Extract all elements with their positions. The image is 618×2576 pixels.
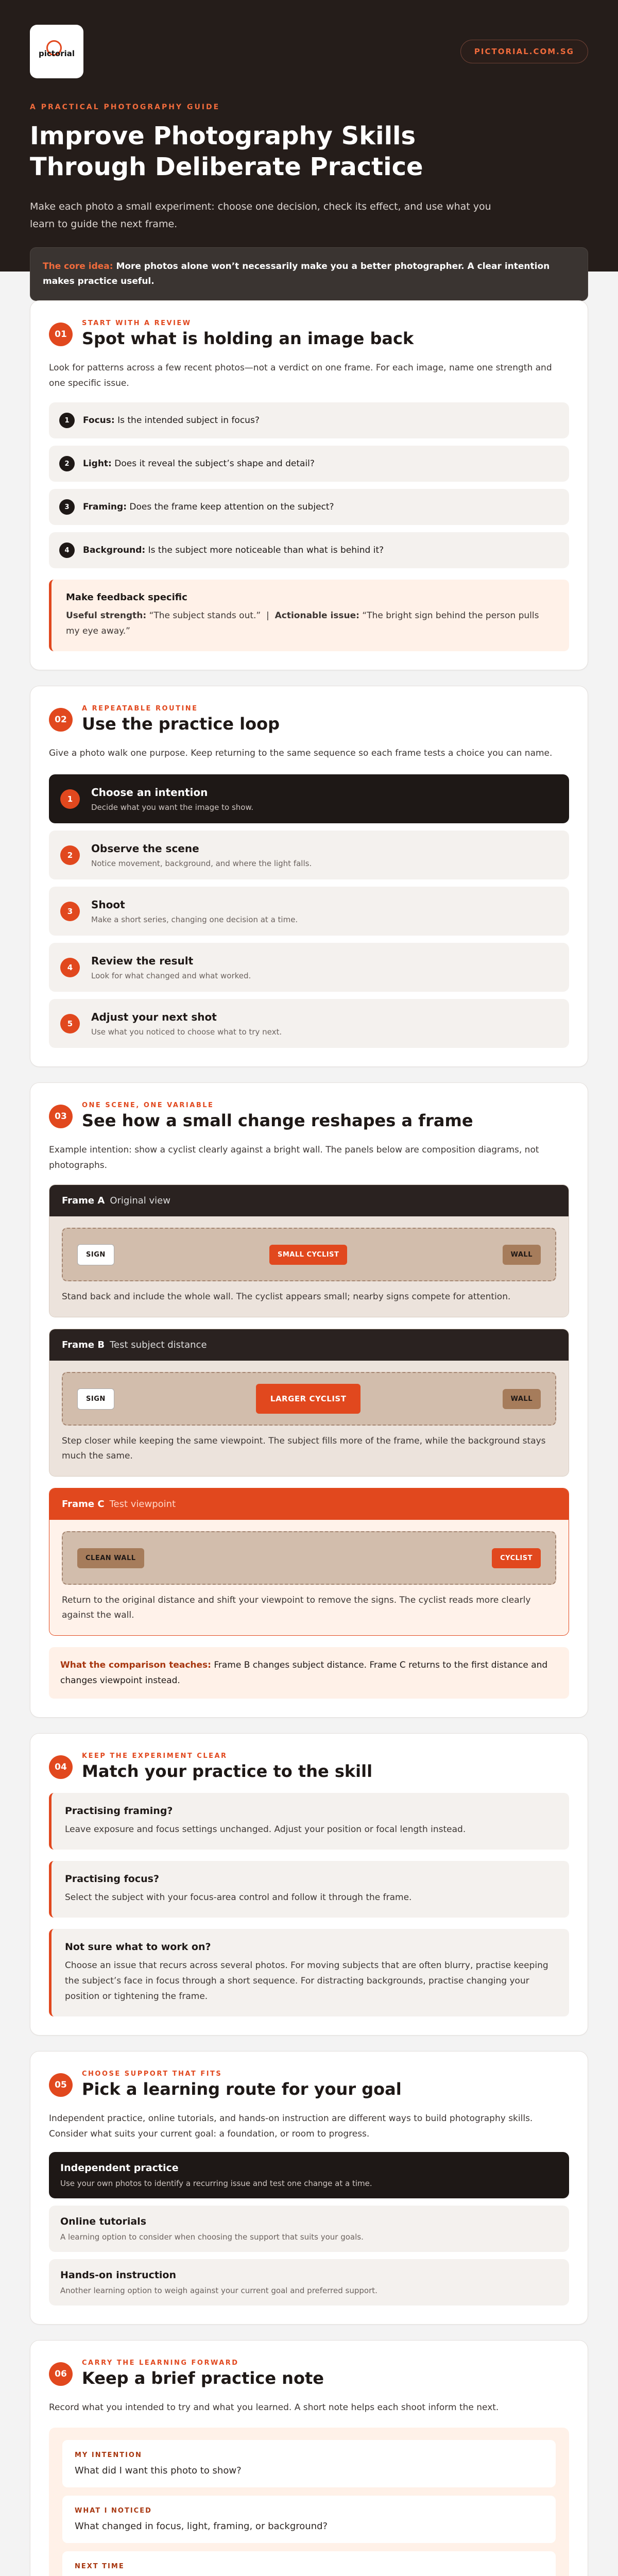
composition-diagram (62, 1228, 556, 1281)
section-number: 03 (49, 1105, 73, 1128)
step-title: Adjust your next shot (91, 1010, 217, 1023)
composition-diagram (62, 1372, 556, 1426)
section-intro: Example intention: show a cyclist clearly against a bright wall. The panels below are composition diagrams, not photographs. (49, 1145, 539, 1171)
core-idea-label: The core idea: (43, 261, 113, 272)
section-match-practice (30, 1733, 588, 2036)
review-checklist (49, 402, 569, 568)
step-choose-intention[interactable] (49, 774, 569, 823)
note-label: NEXT TIME (75, 2563, 125, 2570)
comparison-takeaway (49, 1647, 569, 1699)
step-desc: Look for what changed and what worked. (91, 971, 251, 980)
route-desc: Another learning option to weigh against your current goal and preferred support. (60, 2286, 377, 2295)
note-next-time[interactable] (62, 2551, 556, 2576)
item-label: Light: (83, 459, 112, 469)
step-number: 2 (60, 845, 80, 865)
frame-sub: Test subject distance (110, 1340, 207, 1350)
frame-header (49, 1185, 569, 1216)
main-content (0, 272, 618, 2576)
sign-tag: SIGN (77, 1388, 114, 1410)
issue-text: “The bright sign behind the person pulls my eye away.” (66, 611, 539, 636)
route-hands-on[interactable] (49, 2259, 569, 2306)
step-adjust[interactable] (49, 999, 569, 1048)
step-review[interactable] (49, 943, 569, 992)
section-frame-comparison (30, 1082, 588, 1718)
note-question: What changed in focus, light, framing, or background? (75, 2521, 328, 2532)
section-kicker: CHOOSE SUPPORT THAT FITS (82, 2070, 222, 2078)
core-idea-text: More photos alone won’t necessarily make you a better photographer. A clear intention makes practice useful. (43, 261, 550, 286)
frame-c-panel (49, 1488, 569, 1636)
item-label: Focus: (83, 415, 115, 426)
strength-label: Useful strength: (66, 611, 147, 621)
section-practice-note (30, 2340, 588, 2576)
route-desc: Use your own photos to identify a recurring issue and test one change at a time. (60, 2179, 372, 2188)
takeaway-text: Frame B changes subject distance. Frame C returns to the first distance and changes viewpoint instead. (60, 1660, 548, 1686)
step-number: 5 (60, 1014, 80, 1033)
advice-framing (49, 1793, 569, 1850)
section-kicker: CARRY THE LEARNING FORWARD (82, 2359, 239, 2367)
list-item (49, 489, 569, 525)
item-label: Background: (83, 545, 146, 555)
section-number: 04 (49, 1755, 73, 1779)
practice-note-form (49, 2428, 569, 2576)
route-title: Hands-on instruction (60, 2269, 177, 2281)
hero-eyebrow: A PRACTICAL PHOTOGRAPHY GUIDE (30, 103, 220, 111)
section-review (30, 300, 588, 670)
step-number: 3 (60, 902, 80, 921)
section-kicker: ONE SCENE, ONE VARIABLE (82, 1101, 214, 1109)
frame-sub: Test viewpoint (109, 1499, 176, 1510)
site-link[interactable]: PICTORIAL.COM.SG (460, 40, 588, 63)
wall-tag: WALL (503, 1389, 541, 1409)
frame-caption: Return to the original distance and shift your viewpoint to remove the signs. The cyclist reads more clearly against the wall. (62, 1595, 531, 1620)
page-title: Improve Photography Skills Through Deliberate Practice (30, 122, 423, 181)
advice-title: Practising framing? (65, 1805, 173, 1817)
section-number: 02 (49, 708, 73, 732)
step-desc: Decide what you want the image to show. (91, 802, 254, 812)
list-item (49, 402, 569, 438)
hero-lede: Make each photo a small experiment: choose one decision, check its effect, and use what you learn to guide the next frame. (30, 201, 491, 230)
advice-focus (49, 1861, 569, 1918)
strength-text: “The subject stands out.” (149, 611, 261, 621)
frame-header (49, 1488, 569, 1520)
step-title: Review the result (91, 954, 194, 967)
item-text: Does it reveal the subject’s shape and detail? (114, 459, 315, 469)
step-desc: Make a short series, changing one decision at a time. (91, 914, 298, 924)
section-title: Match your practice to the skill (82, 1761, 373, 1781)
item-text: Does the frame keep attention on the subject? (129, 502, 334, 512)
frame-sub: Original view (110, 1195, 170, 1206)
frame-b-panel (49, 1329, 569, 1477)
note-question: What did I want this photo to show? (75, 2465, 242, 2476)
step-number: 4 (60, 958, 80, 977)
section-kicker: START WITH A REVIEW (82, 319, 192, 327)
logo[interactable] (30, 25, 83, 78)
issue-label: Actionable issue: (274, 611, 359, 621)
takeaway-label: What the comparison teaches: (60, 1660, 211, 1670)
frame-name: Frame C (62, 1499, 105, 1510)
frame-caption: Stand back and include the whole wall. The cyclist appears small; nearby signs compete for attention. (62, 1292, 511, 1302)
list-item (49, 446, 569, 482)
cyclist-tag: LARGER CYCLIST (256, 1384, 361, 1414)
cyclist-tag: CYCLIST (492, 1548, 541, 1568)
item-number: 1 (59, 413, 75, 428)
step-observe[interactable] (49, 831, 569, 879)
wall-tag: WALL (503, 1245, 541, 1265)
wall-tag: CLEAN WALL (77, 1548, 144, 1568)
section-number: 06 (49, 2362, 73, 2386)
step-shoot[interactable] (49, 887, 569, 936)
section-number: 01 (49, 323, 73, 346)
advice-text: Select the subject with your focus-area control and follow it through the frame. (65, 1892, 412, 1903)
route-online-tutorials[interactable] (49, 2206, 569, 2252)
advice-text: Leave exposure and focus settings unchanged. Adjust your position or focal length instead. (65, 1824, 466, 1835)
section-number: 05 (49, 2073, 73, 2097)
section-title: Use the practice loop (82, 714, 280, 734)
section-kicker: KEEP THE EXPERIMENT CLEAR (82, 1752, 228, 1760)
item-number: 3 (59, 499, 75, 515)
section-intro: Look for patterns across a few recent photos—not a verdict on one frame. For each image, name one strength and one specific issue. (49, 363, 552, 388)
route-title: Online tutorials (60, 2216, 147, 2227)
cyclist-tag: SMALL CYCLIST (269, 1245, 347, 1265)
step-title: Choose an intention (91, 786, 208, 799)
frame-name: Frame A (62, 1195, 105, 1206)
frame-caption: Step closer while keeping the same viewpoint. The subject fills more of the frame, while the background stays much the same. (62, 1436, 546, 1461)
section-practice-loop (30, 686, 588, 1067)
step-title: Observe the scene (91, 842, 199, 855)
callout-title: Make feedback specific (66, 592, 187, 603)
item-text: Is the intended subject in focus? (117, 415, 260, 426)
item-number: 4 (59, 543, 75, 558)
section-intro: Independent practice, online tutorials, and hands-on instruction are different ways to build photography skills. Consider what suits your current goal: a foundation, or room to progress. (49, 2113, 533, 2139)
top-bar (30, 25, 588, 78)
note-label: WHAT I NOTICED (75, 2507, 152, 2515)
route-title: Independent practice (60, 2162, 179, 2174)
logo-text: pictorial (38, 49, 75, 58)
practice-steps (49, 774, 569, 1048)
section-kicker: A REPEATABLE ROUTINE (82, 705, 198, 713)
step-number: 1 (60, 789, 80, 809)
step-title: Shoot (91, 898, 125, 911)
composition-diagram (62, 1531, 556, 1585)
item-text: Is the subject more noticeable than what is behind it? (148, 545, 384, 555)
callout-body (66, 608, 555, 639)
advice-text: Choose an issue that recurs across several photos. For moving subjects that are often blurry, practise keeping the subject’s face in focus through a short sequence. For distracting backgrounds, practise changing your position or tightening the frame. (65, 1960, 548, 2002)
advice-title: Practising focus? (65, 1873, 159, 1885)
section-title: See how a small change reshapes a frame (82, 1111, 473, 1130)
section-title: Keep a brief practice note (82, 2368, 324, 2388)
advice-title: Not sure what to work on? (65, 1941, 211, 1953)
section-title: Spot what is holding an image back (82, 329, 414, 348)
feedback-callout (49, 580, 569, 651)
route-independent-practice[interactable] (49, 2152, 569, 2198)
step-desc: Use what you noticed to choose what to try next. (91, 1027, 282, 1037)
step-desc: Notice movement, background, and where the light falls. (91, 858, 312, 868)
list-item (49, 532, 569, 568)
section-intro: Record what you intended to try and what you learned. A short note helps each shoot inform the next. (49, 2402, 499, 2413)
frame-name: Frame B (62, 1340, 105, 1350)
note-intention[interactable] (62, 2440, 556, 2487)
frame-header (49, 1329, 569, 1361)
sign-tag: SIGN (77, 1244, 114, 1265)
item-number: 2 (59, 456, 75, 471)
note-noticed[interactable] (62, 2496, 556, 2543)
note-label: MY INTENTION (75, 2451, 142, 2459)
section-intro: Give a photo walk one purpose. Keep returning to the same sequence so each frame tests a choice you can name. (49, 748, 553, 758)
section-learning-route (30, 2051, 588, 2325)
frame-a-panel (49, 1184, 569, 1317)
section-title: Pick a learning route for your goal (82, 2079, 402, 2099)
item-label: Framing: (83, 502, 127, 512)
advice-unsure (49, 1929, 569, 2016)
hero (0, 0, 618, 286)
route-desc: A learning option to consider when choosing the support that suits your goals. (60, 2232, 364, 2242)
separator: | (266, 611, 269, 621)
